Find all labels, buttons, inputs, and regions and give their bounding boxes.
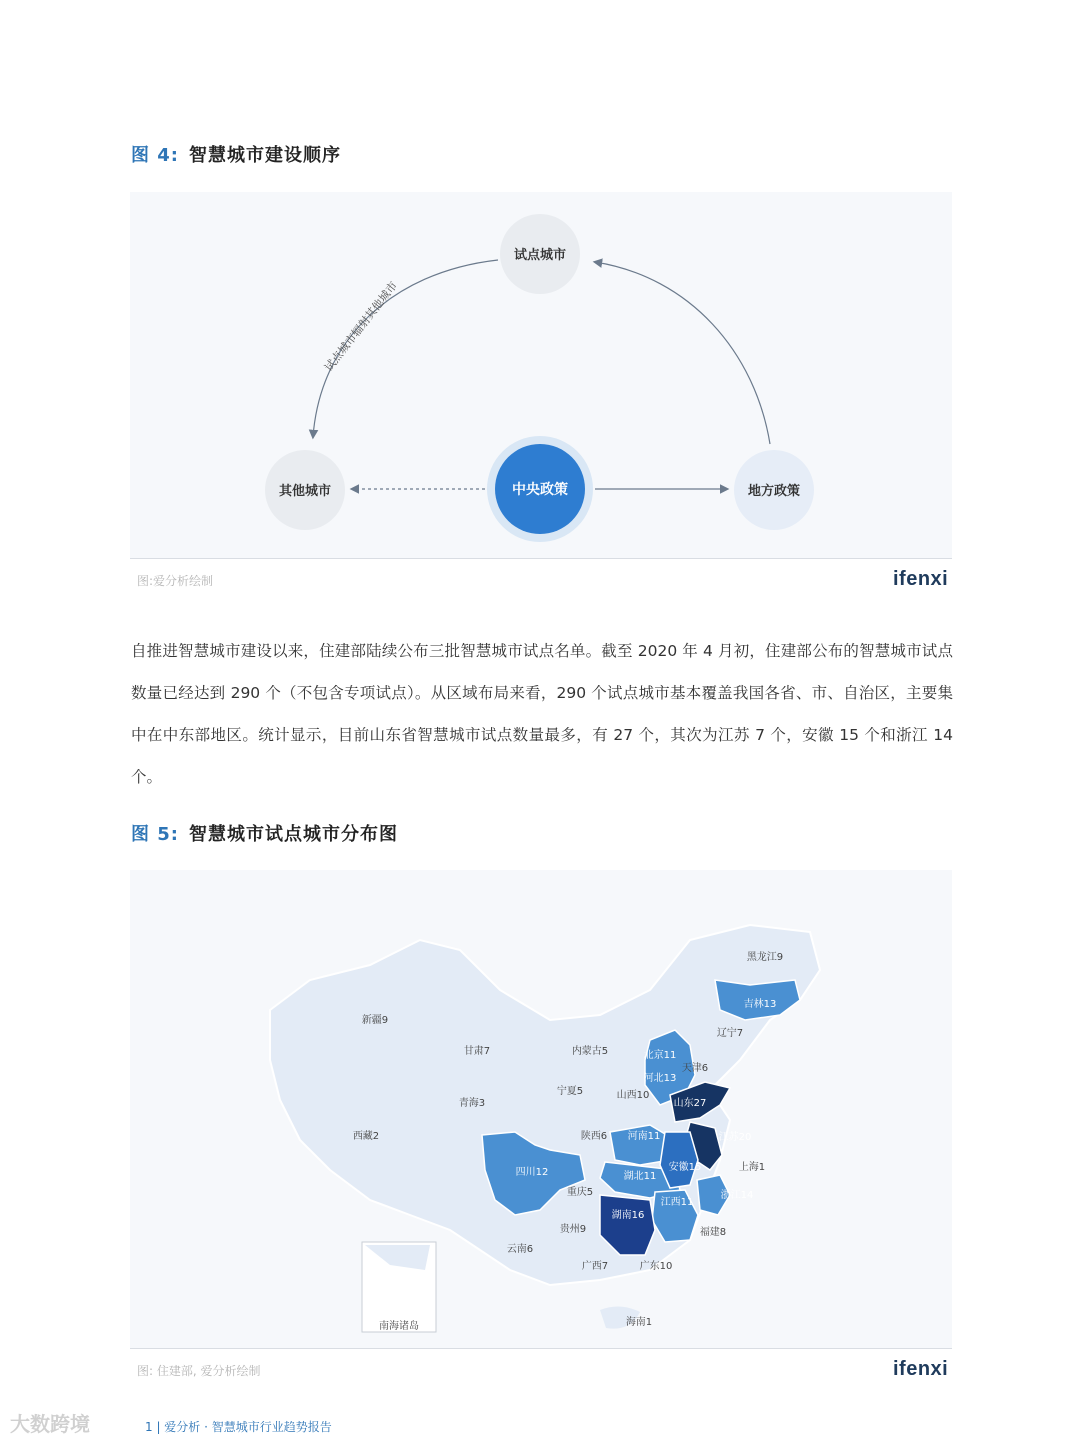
region-label: 西藏2 [352,1131,380,1142]
page-footer [0,1408,1080,1442]
figure4-number: 图 4: [131,145,179,166]
map-base [270,925,820,1285]
region-label: 青海3 [458,1098,486,1109]
region-label: 浙江14 [720,1190,754,1201]
region-label: 四川12 [515,1167,549,1178]
node-central [487,436,593,542]
region-label: 内蒙古5 [571,1046,609,1057]
region-label: 海南1 [625,1317,653,1328]
figure4-logo-text: ifenxi [893,568,949,590]
watermark: 大数跨境 [10,1412,90,1436]
region-label: 黑龙江9 [746,952,784,963]
region-label: 江西11 [660,1197,694,1208]
figure5-source: 图: 住建部, 爱分析绘制 [137,1364,261,1378]
inset-label: 南海诸岛 [379,1321,419,1332]
figure4-logo [893,568,948,591]
region-label: 湖南16 [611,1210,645,1221]
region-label: 江苏20 [718,1132,752,1143]
region-label: 安徽15 [668,1162,702,1173]
arc-label: 试点城市辐射其他城市 [322,279,401,374]
region-label: 山东27 [673,1098,707,1109]
figure4-panel [130,192,952,558]
region-label: 河北13 [643,1073,677,1084]
region-label: 吉林13 [743,999,777,1010]
figure4-source: 图:爱分析绘制 [137,574,214,588]
node-central-label: 中央政策 [512,482,568,498]
node-pilot-label: 试点城市 [513,248,567,263]
region-label: 新疆9 [361,1015,389,1026]
figure5-number: 图 5: [131,824,179,845]
figure4-rule [130,558,952,559]
node-local-label: 地方政策 [747,484,801,499]
figure5-logo-text: ifenxi [893,1358,949,1380]
body-paragraph: 自推进智慧城市建设以来，住建部陆续公布三批智慧城市试点名单。截至 2020 年 4 月初，住建部公布的智慧城市试点数量已经达到 290 个（不包含专项试点）。从区域布局来看，290 个试点城市基本覆盖我国各省、市、自治区，主要集中在中东部地区。统计显示，目前山东省智慧城市试点数量最多，有 27 个，其次为江苏 7 个，安徽 15 个和浙江 14 个。 [131,642,953,786]
region-label: 贵州9 [559,1224,587,1235]
footer-page-info: 1 | 爱分析 · 智慧城市行业趋势报告 [145,1420,332,1434]
figure5-title [131,820,398,846]
region-label: 山西10 [616,1090,650,1101]
figure5-logo [893,1358,948,1381]
figure4-title-text: 智慧城市建设顺序 [189,145,341,166]
arc-local-to-pilot [595,262,770,444]
region-label: 河南11 [627,1131,661,1142]
figure5-rule [130,1348,952,1349]
node-pilot [500,214,580,294]
china-map [130,870,952,1348]
region-label: 重庆5 [566,1187,594,1198]
node-other-label: 其他城市 [278,484,332,499]
region-label: 上海1 [738,1162,766,1173]
region-label: 宁夏5 [556,1086,584,1097]
figure5-panel [130,870,952,1348]
region-label: 广东10 [639,1261,673,1272]
south-china-sea-inset [362,1242,436,1332]
figure5-title-text: 智慧城市试点城市分布图 [189,824,398,845]
region-label: 辽宁7 [716,1028,744,1039]
region-label: 甘肃7 [463,1046,491,1057]
node-other [265,450,345,530]
node-local [734,450,814,530]
figure4-title [131,141,341,167]
region-label: 湖北11 [623,1171,657,1182]
figure4-diagram [130,192,952,558]
region-label: 云南6 [506,1244,534,1255]
region-label: 广西7 [581,1261,609,1272]
region-label: 福建8 [699,1227,727,1238]
region-anhui-shape [660,1132,698,1188]
region-label: 陕西6 [580,1131,608,1142]
region-label: 北京11 [643,1050,677,1061]
region-label: 天津6 [681,1063,709,1074]
